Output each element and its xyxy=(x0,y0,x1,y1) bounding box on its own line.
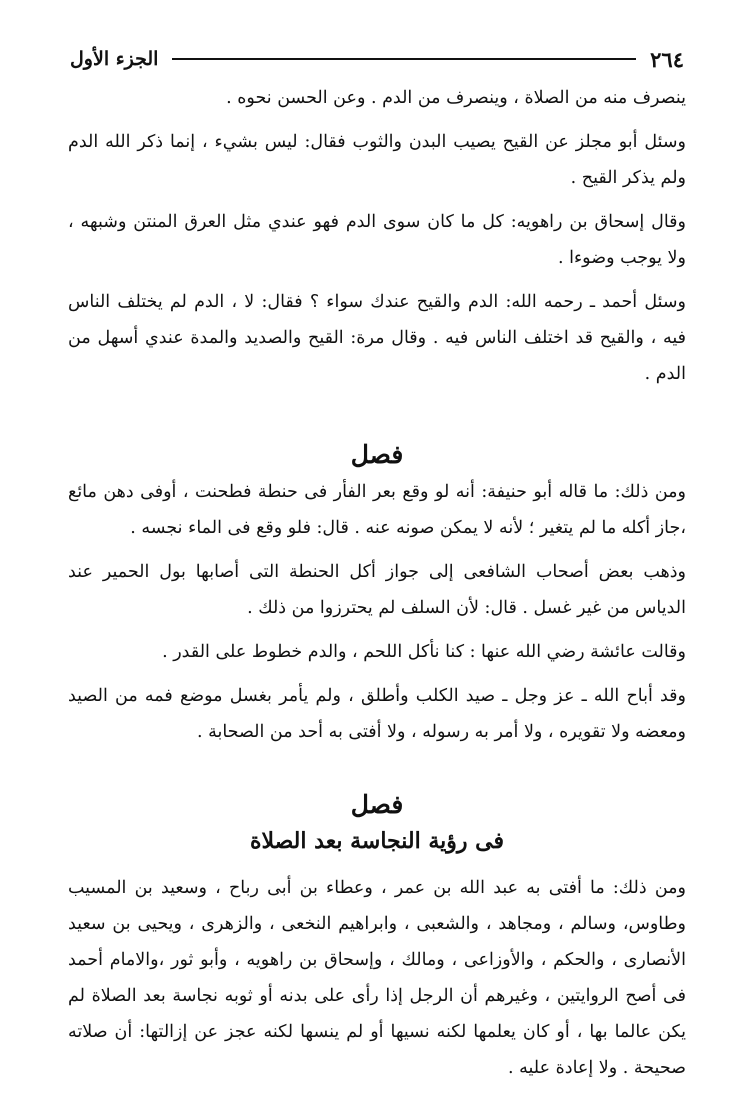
paragraph: ومن ذلك: ما أفتى به عبد الله بن عمر ، وعطاء بن أبى رباح ، وسعيد بن المسيب وطاوس، وسالم ، ومجاهد ، والشعبى ، وابراهيم النخعى ، والزهرى ، ويحيى بن سعيد الأنصارى ، والحكم ، والأوزاعى ، ومالك ، وإسحاق بن راهويه ، وأبو ثور ،والامام أحمد فى أصح الروايتين ، وغيرهم أن الرجل إذا رأى على بدنه أو ثوبه نجاسة بعد الصلاة لم يكن عالما بها ، أو كان يعلمها لكنه نسيها أو لم ينسها لكنه عجز عن إزالتها: أن صلاته صحيحة . ولا إعادة عليه . xyxy=(68,878,686,1078)
section-title: فصل xyxy=(350,440,404,469)
paragraph: وذهب بعض أصحاب الشافعى إلى جواز أكل الحنطة التى أصابها بول الحمير عند الدياس من غير غسل . قال: لأن السلف لم يحترزوا من ذلك . xyxy=(68,562,686,618)
paragraph: وسئل أبو مجلز عن القيح يصيب البدن والثوب فقال: ليس بشيء ، إنما ذكر الله الدم ولم يذكر القيح . xyxy=(68,132,686,188)
paragraph: وقالت عائشة رضي الله عنها : كنا نأكل اللحم ، والدم خطوط على القدر . xyxy=(162,642,686,662)
paragraph: وقد أباح الله ـ عز وجل ـ صيد الكلب وأطلق ، ولم يأمر بغسل موضع فمه من الصيد ومعضه ولا تقويره ، ولا أمر به رسوله ، ولا أفتى به أحد من الصحابة . xyxy=(68,686,686,742)
paragraph: ومن ذلك: ما قاله أبو حنيفة: أنه لو وقع بعر الفأر فى حنطة فطحنت ، أوفى دهن مائع ،جاز أكله ما لم يتغير ؛ لأنه لا يمكن صونه عنه . قال: فلو وقع فى الماء نجسه . xyxy=(68,482,686,538)
section-faṣl-2 xyxy=(68,786,686,1086)
paragraph: ينصرف منه من الصلاة ، وينصرف من الدم . وعن الحسن نحوه . xyxy=(226,88,686,108)
paragraph: وسئل أحمد ـ رحمه الله: الدم والقيح عندك سواء ؟ فقال: لا ، الدم لم يختلف الناس فيه ، والقيح قد اختلف الناس فيه . وقال مرة: القيح والصديد والمدة عندي أسهل من الدم . xyxy=(68,292,686,384)
header-rule xyxy=(172,58,636,60)
section-title: فصل xyxy=(350,790,404,819)
page-body xyxy=(68,80,686,1086)
section-faṣl-1 xyxy=(68,436,686,750)
part-title: الجزء الأول xyxy=(70,48,159,70)
page-header xyxy=(70,44,684,74)
page-number: ٢٦٤ xyxy=(650,46,684,72)
section-subtitle: فى رؤية النجاسة بعد الصلاة xyxy=(249,828,505,854)
paragraph: وقال إسحاق بن راهويه: كل ما كان سوى الدم فهو عندي مثل العرق المنتن وشبهه ، ولا يوجب وضوءا . xyxy=(68,212,686,268)
